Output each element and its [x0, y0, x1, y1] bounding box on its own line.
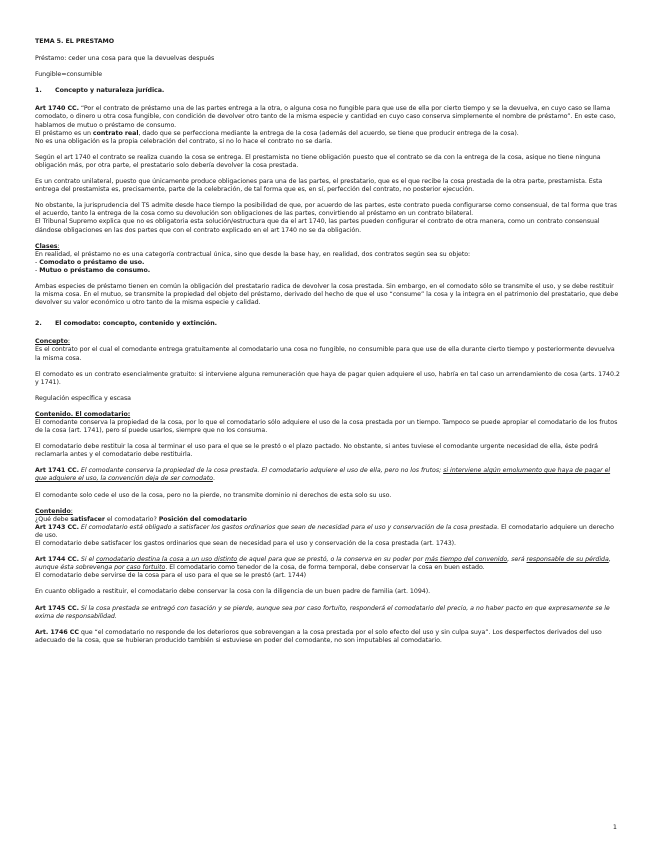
intro-fungible: Fungible=consumible [35, 71, 103, 79]
art-1743-ref: Art 1743 CC. [35, 523, 79, 531]
art-1744-text-d: , aunque ésta sobrevenga por [35, 556, 611, 572]
clases-item-2: - Mutuo o préstamo de consumo. [35, 266, 151, 274]
art-1745-paragraph [35, 605, 620, 621]
contenido2-paragraph-1: El comodatario debe satisfacer los gastos ordinarios que sean de necesidad para el uso y conservación de la cosa prestada (art. 1743). [35, 540, 457, 548]
contenido-heading [35, 508, 620, 516]
question-bold: satisfacer [70, 515, 105, 523]
contenido-label: Contenido [35, 507, 71, 515]
contenido2-paragraph-2: El comodatario debe servirse de la cosa para el uso para el que se le prestó (art. 1744) [35, 572, 307, 580]
art-1744-text-c: , será [507, 556, 527, 564]
clases-heading: Clases: [35, 242, 60, 250]
concepto-heading: Concepto: [35, 338, 70, 346]
document-body [35, 38, 620, 653]
art-1741-underlined: si interviene algún emolumento que haya de pagar el que adquiere el uso, la convención deja de ser comodato [35, 467, 611, 483]
question-text-b: el comodatario? [104, 515, 159, 523]
page-number: 1 [612, 823, 617, 831]
art-1741-text: El comodante conserva la propiedad de la cosa prestada. El comodatario adquiere el uso de ella, pero no los frutos; [78, 467, 444, 475]
contenido-label-end: : [70, 507, 73, 515]
art-1744-ref: Art 1744 CC. [35, 556, 79, 564]
art-1740-text: “Por el contrato de préstamo una de las partes entrega a la otra, o alguna cosa no fungible para que use de ella por cierto tiempo y se la devuelva, en cuyo caso se llama comodato, o dinero u otra cosa fungible, con condición de devolver otro tanto de la misma especie y cantidad en cuyo caso conserva simplemente el nombre de préstamo”. En este caso, hablamos de mutuo o préstamo de consumo. [35, 105, 616, 129]
s1-paragraph-4b: El Tribunal Supremo explica que no es obligatoria esta solución/estructura que da el art 1740, las partes pueden configurar el contrato de otra manera, como un contrato consensual dándose obligaciones en las dos partes que con el contrato explicado en el art 1740 no se da obligación. [35, 218, 600, 234]
s1-paragraph-5: Ambas especies de préstamo tienen en común la obligación del prestatario radica de devolver la cosa prestada. Sin embargo, en el comodato sólo se transmite el uso, y se debe restituir la misma cosa. En el mutuo, se transmite la propiedad del objeto del préstamo, derivado del hecho de que el uso “consume” la cosa y la integra en el patrimonio del prestatario, que debe devolver su valor económico u otro tanto de la misma especie y calidad. [35, 282, 619, 307]
art-1744-underline-4: caso fortuito [126, 564, 166, 572]
art-1746-paragraph [35, 629, 620, 645]
art-1744-text-a: Si el [78, 556, 96, 564]
section-1-heading [35, 87, 620, 95]
art-1745-ref: Art 1745 CC. [35, 604, 79, 612]
art-1744-text-e: . El comodatario como tenedor de la cosa, de forma temporal, debe conservar la cosa en buen estado. [165, 564, 485, 572]
art-1740-paragraph [35, 105, 620, 129]
contrato-real-bold: contrato real [92, 129, 139, 137]
art-1744-text-b: de aquel para que se prestó, o la conserva en su poder por [237, 556, 425, 564]
contenido-comodatario-label: Contenido. El comodatario [35, 410, 128, 418]
clases-item-2-label: Mutuo o préstamo de consumo. [39, 266, 151, 274]
art-1745-text: Si la cosa prestada se entregó con tasación y se pierde, aunque sea por caso fortuito, responderá el comodatario del precio, a no haber pacto en que expresamente se le exima de responsabilidad. [35, 604, 610, 620]
art-1743-paragraph [35, 524, 620, 540]
art-1744-paragraph [35, 556, 620, 572]
art-1741-paragraph [35, 467, 620, 483]
section-1-number: 1. [35, 87, 42, 95]
art-1746-ref: Art. 1746 CC [35, 628, 79, 636]
obligation-paragraph: No es una obligación es la propia celebración del contrato, si no lo hace el contrato no se daría. [35, 137, 333, 145]
clases-text: En realidad, el préstamo no es una categoría contractual única, sino que desde la base hay, en realidad, dos contratos según sea su objeto: [35, 250, 471, 258]
contenido-comodatario-heading: Contenido. El comodatario: [35, 410, 131, 418]
question-position: Posición del comodatario [158, 515, 247, 523]
concepto-paragraph-1: Es el contrato por el cual el comodante entrega gratuitamente al comodatario una cosa no fungible, no consumible para que use de ella durante cierto tiempo y posteriormente devuelva la misma cosa. [35, 346, 615, 362]
section-2-heading [35, 320, 620, 328]
art-1743-text: El comodatario está obligado a satisfacer los gastos ordinarios que sean de necesidad para el uso y conservación de la cosa prestada [78, 523, 498, 531]
contenido-paragraph-2: El comodatario debe restituir la cosa al terminar el uso para el que se le prestó o el plazo pactado. No obstante, si antes tuviese el comodante urgente necesidad de ella, éste podrá reclamarla antes y el comodatario debe restituirla. [35, 443, 598, 459]
art-1741-ref: Art 1741 CC. [35, 467, 79, 475]
comodatario-question [35, 516, 620, 524]
section-2-title: El comodato: concepto, contenido y extinción. [55, 320, 217, 328]
contenido-paragraph-1: El comodante conserva la propiedad de la cosa, por lo que el comodatario sólo adquiere el uso de la cosa prestada por un tiempo. Tampoco se puede apropiar el comodatario de los frutos de la cosa (art. 1741), pero sí puede usarlos, siempre que no los consuma. [35, 419, 618, 435]
art-1743-end: . El comodatario adquiere un derecho de uso. [35, 523, 614, 539]
section-2-number: 2. [35, 320, 42, 328]
contrato-real-text-a: El préstamo es un [35, 129, 93, 137]
s1-paragraph-3: Es un contrato unilateral, puesto que únicamente produce obligaciones para una de las partes, el prestatario, que es el que recibe la cosa prestada de la otra parte, prestamista. Esta entrega del prestamista es, precisamente, parte de la celebración, de tal forma que es, en sí, perfección del contrato, no posterior ejecución. [35, 178, 603, 194]
concepto-paragraph-3: Regulación específica y escasa [35, 394, 131, 402]
s1-paragraph-4a: No obstante, la jurisprudencia del TS admite desde hace tiempo la posibilidad de que, por acuerdo de las partes, este contrato pueda configurarse como consensual, de tal forma que tras el acuerdo, tanto la entrega de la cosa como su devolución son obligaciones de las partes, convirtiendo al préstamo en un contrato bilateral. [35, 202, 618, 218]
clases-item-1: - Comodato o préstamo de uso. [35, 258, 145, 266]
art-1746-text: que “el comodatario no responde de los deterioros que sobrevengan a la cosa prestada por el solo efecto del uso y sin culpa suya”. Los desperfectos derivados del uso adecuado de la cosa, que se hubieran producido también si estuviese en poder del comodante, no son imputables al comodatario. [35, 628, 602, 644]
art-1744-underline-3: responsable de su pérdida [526, 556, 609, 564]
contenido-paragraph-3: El comodante solo cede el uso de la cosa, pero no la pierde, no transmite dominio ni derechos de esta solo su uso. [35, 491, 392, 499]
intro-definition: Préstamo: ceder una cosa para que la devuelvas después [35, 55, 215, 63]
concepto-paragraph-2: El comodato es un contrato esencialmente gratuito: si interviene alguna remuneración que haya de pagar quien adquiere el uso, habría en tal caso un arrendamiento de cosa (arts. 1740.2 y 1741). [35, 370, 620, 386]
concepto-label: Concepto [35, 338, 68, 346]
art-1741-end: . [212, 475, 215, 483]
clases-label: Clases [35, 242, 58, 250]
document-title: TEMA 5. EL PRESTAMO [35, 38, 115, 45]
art-1744-underline-2: más tiempo del convenido [424, 556, 508, 564]
s1-paragraph-2: Según el art 1740 el contrato se realiza cuando la cosa se entrega. El prestamista no tiene obligación puesto que el contrato se da con la entrega de la cosa, asique no tiene ninguna obligación más, por otra parte, el prestatario solo debería devolver la cosa prestada. [35, 153, 601, 169]
question-text-a: ¿Qué debe [35, 515, 71, 523]
art-1744-underline-1: comodatario destina la cosa a un uso distinto [95, 556, 238, 564]
clases-item-1-label: Comodato o préstamo de uso. [39, 258, 145, 266]
contrato-real-paragraph [35, 130, 620, 138]
contenido2-paragraph-3: En cuanto obligado a restituir, el comodatario debe conservar la cosa con la diligencia de un buen padre de familia (art. 1094). [35, 588, 431, 596]
contrato-real-text-b: , dado que se perfecciona mediante la entrega de la cosa (además del acuerdo, se tiene que producir entrega de la cosa). [138, 129, 519, 137]
section-1-title: Concepto y naturaleza jurídica. [55, 87, 165, 95]
art-1740-ref: Art 1740 CC. [35, 105, 79, 113]
